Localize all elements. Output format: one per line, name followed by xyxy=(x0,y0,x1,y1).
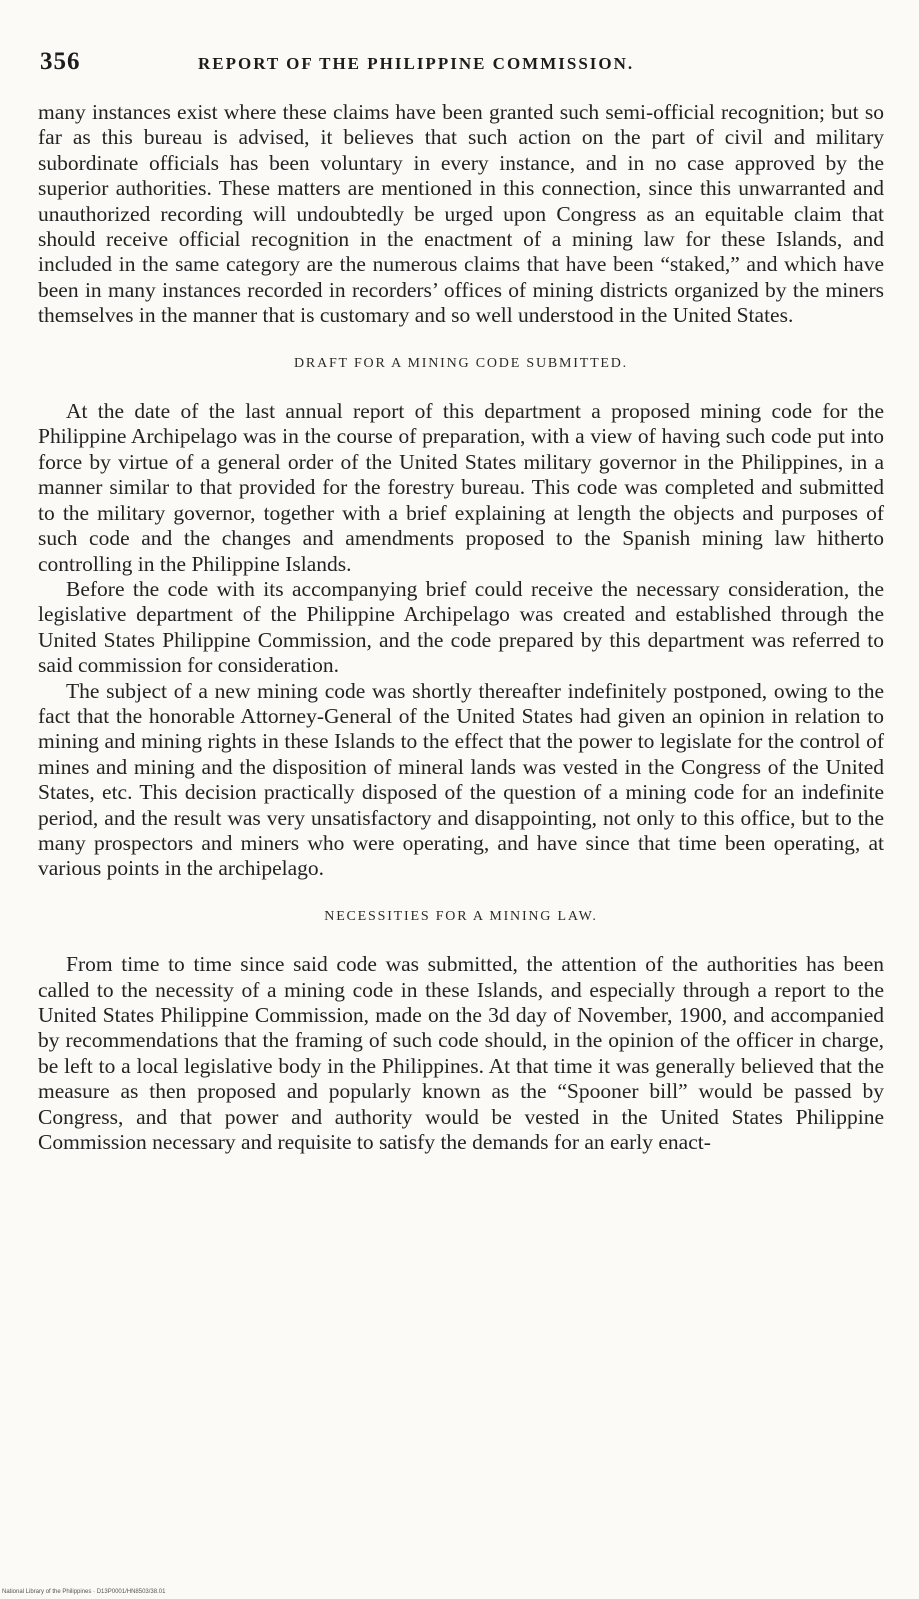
paragraph-draft-code: At the date of the last annual report of this department a proposed mining code for the Philippine Archipelago was in the course of preparation, with a view of having such code put into force by virtue of a general order of the United States military governor in the Philippines, in a manner similar to that provided for the forestry bureau. This code was completed and submitted to the military governor, together with a brief explaining at length the objects and purposes of such code and the changes and amendments proposed to the Spanish mining law hitherto controlling in the Philippine Islands. xyxy=(38,399,884,576)
paragraph-necessities: From time to time since said code was submitted, the attention of the authorities has been called to the necessity of a mining code in these Islands, and especially through a report to the United States Philippine Commission, made on the 3d day of November, 1900, and accompanied by recommendations that the framing of such code should, in the opinion of the officer in charge, be left to a local legislative body in the Philippines. At that time it was generally believed that the measure as then proposed and popularly known as the “Spooner bill” would be passed by Congress, and that power and authority would be vested in the United States Philippine Commission necessary and requisite to satisfy the demands for an early enact- xyxy=(38,952,884,1155)
section-heading-draft-code: DRAFT FOR A MINING CODE SUBMITTED. xyxy=(294,355,628,371)
page-number: 356 xyxy=(40,48,81,75)
paragraph-code-referred: Before the code with its accompanying brief could receive the necessary consideration, the legislative department of the Philippine Archipelago was created and established through the United States Philippine Commission, and the code prepared by this department was referred to said commission for consideration. xyxy=(38,576,884,678)
paragraph-continued: many instances exist where these claims have been granted such semi-official recognition; but so far as this bureau is advised, it believes that such action on the part of civil and military subordinate officials has been voluntary in every instance, and in no case approved by the superior authorities. These matters are mentioned in this connection, since this unwarranted and unauthorized recording will undoubtedly be urged upon Congress as an equitable claim that should receive official recognition in the enactment of a mining law for these Islands, and included in the same category are the numerous claims that have been “staked,” and which have been in many instances recorded in recorders’ offices of mining districts organized by the miners themselves in the manner that is customary and so well understood in the United States. xyxy=(38,100,884,328)
body-text xyxy=(38,100,884,1155)
scan-credit-footer: National Library of the Philippines · D13P0001/HN8503/38.01 xyxy=(2,1589,166,1595)
running-title: REPORT OF THE PHILIPPINE COMMISSION. xyxy=(198,54,635,73)
paragraph-code-postponed: The subject of a new mining code was shortly thereafter indefinitely postponed, owing to the fact that the honorable Attorney-General of the United States had given an opinion in relation to mining and mining rights in these Islands to the effect that the power to legislate for the control of mines and mining and the disposition of mineral lands was vested in the Congress of the United States, etc. This decision practically disposed of the question of a mining code for an indefinite period, and the result was very unsatisfactory and disappointing, not only to this office, but to the many prospectors and miners who were operating, and have since that time been operating, at various points in the archipelago. xyxy=(38,678,884,881)
running-head xyxy=(40,48,740,78)
section-heading-necessities: NECESSITIES FOR A MINING LAW. xyxy=(324,908,598,924)
